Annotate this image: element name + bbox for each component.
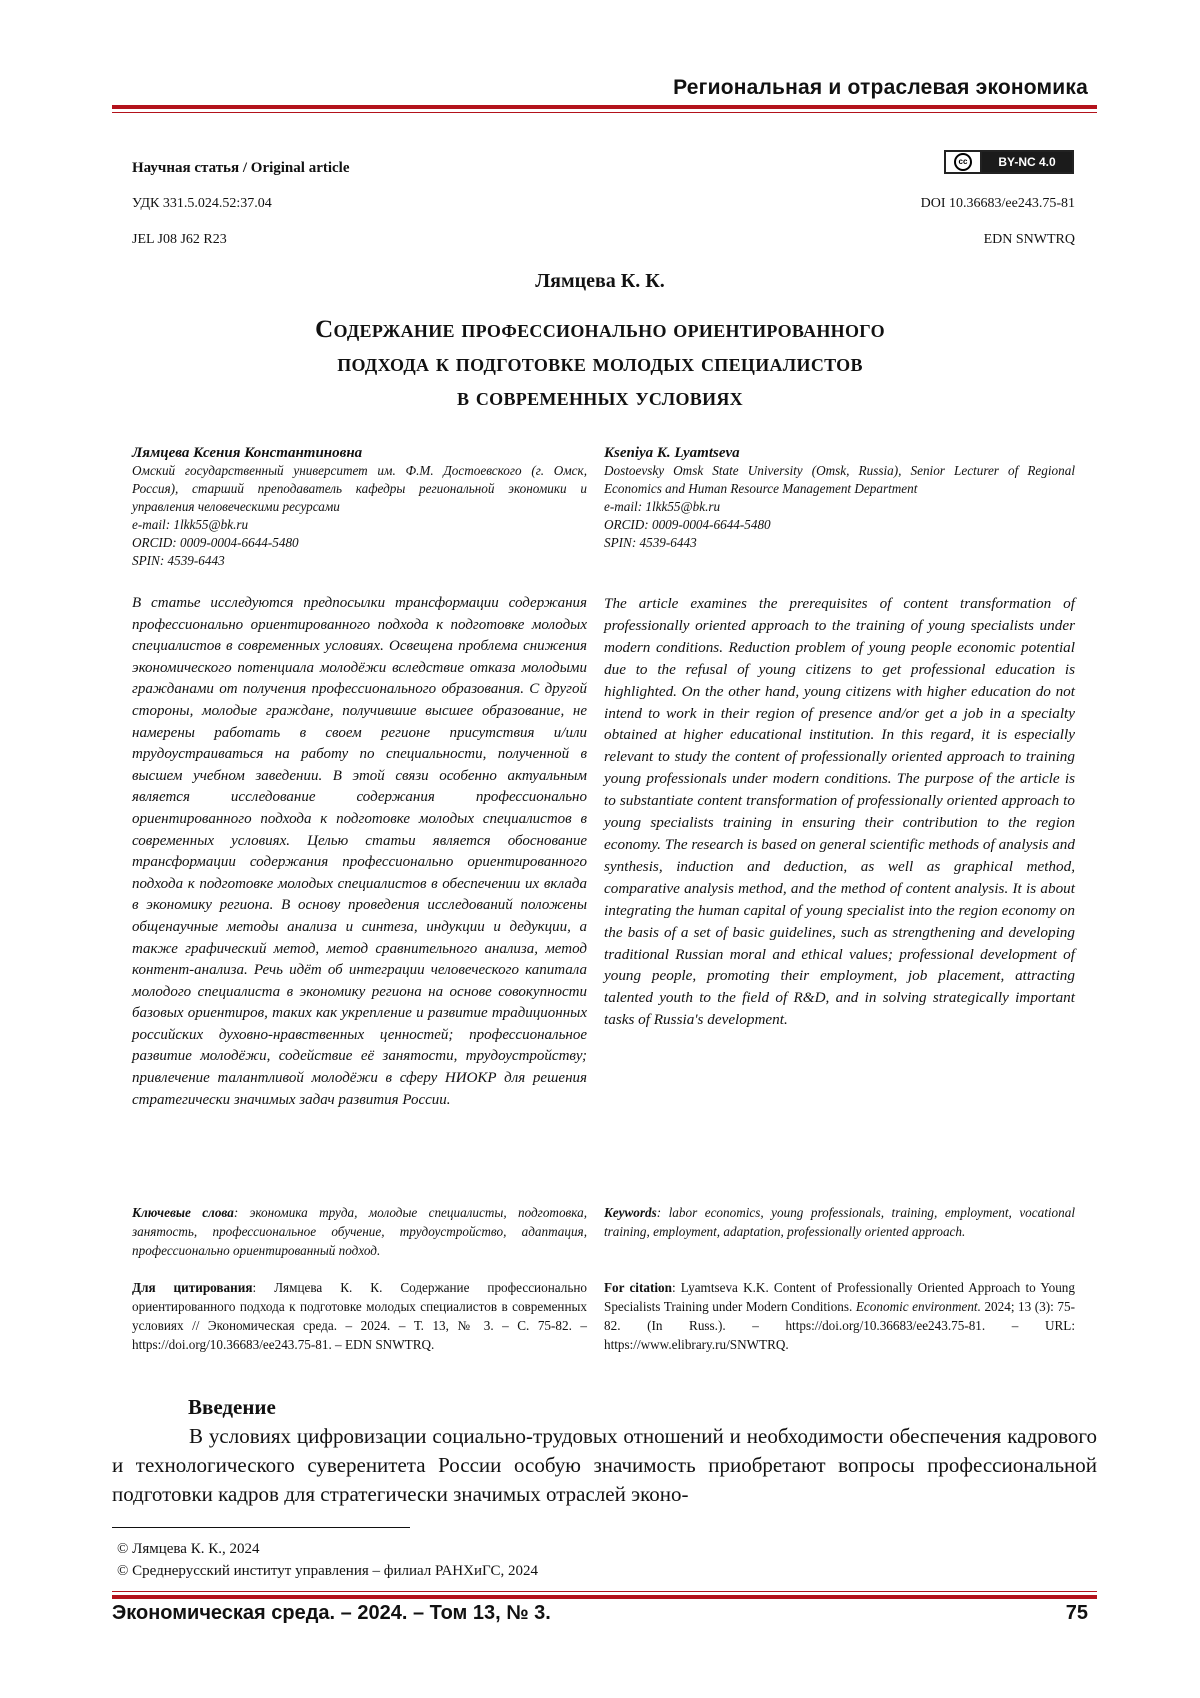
authors-line: Лямцева К. К. [535, 270, 665, 292]
intro-heading: Введение [188, 1395, 276, 1419]
jel-codes: JEL J08 J62 R23 [132, 232, 227, 247]
title-line: в современных условиях [457, 384, 743, 411]
citation-text-ru: : Лямцева К. К. Содержание профессионально ориентированного подхода к подготовке молодых специалистов в современных условиях // Экономическая среда. – 2024. – Т. 13, № 3. – С. 75-82. – https://doi.org/10.36683/ee243.75-81. – EDN SNWTRQ. [132, 1280, 587, 1352]
spin-en: SPIN: 4539-6443 [604, 535, 697, 550]
keywords-label-ru: Ключевые слова [132, 1205, 234, 1220]
author-name-ru: Лямцева Ксения Константиновна [132, 445, 363, 461]
footnote-copyright-author: © Лямцева К. К., 2024 [117, 1541, 260, 1557]
citation-ru [132, 1278, 587, 1354]
keywords-text-ru: : экономика труда, молодые специалисты, подготовка, занятость, профессиональное обучение, трудоустройство, адаптация, профессионально ориентированный подход. [132, 1205, 587, 1258]
keywords-en [604, 1203, 1075, 1241]
license-label: BY-NC 4.0 [998, 155, 1056, 169]
header-rule-thick [112, 105, 1097, 109]
title-line: Содержание профессионально ориентированного [315, 316, 885, 343]
edn: EDN SNWTRQ [983, 232, 1075, 247]
cc-icon: cc [946, 152, 982, 172]
keywords-ru [132, 1203, 587, 1260]
citation-label-en: For citation [604, 1280, 672, 1295]
author-name-en: Kseniya K. Lyamtseva [604, 445, 740, 461]
email-ru[interactable]: e-mail: 1lkk55@bk.ru [132, 517, 249, 532]
abstract-en: The article examines the prerequisites of content transformation of professionally oriented approach to the training of young specialists under modern conditions. Reduction problem of young people economic potential due to the refusal of young citizens to get professional education is highlighted. On the other hand, young citizens with higher education do not intend to work in their region of presence and/or get a job in a specialty obtained at higher educational institution. In this regard, it is especially relevant to study the content of professionally oriented approach to training young professionals under modern conditions. The purpose of the article is to substantiate content transformation of professionally oriented approach to young specialists training in ensuring their contribution to the region economy. The research is based on general scientific methods of analysis and synthesis, induction and deduction, as well as graphical method, comparative analysis method, and the method of content analysis. It is about integrating the human capital of young specialist into the region economy on the basis of a set of basic guidelines, such as strengthening and developing traditional Russian moral and ethical values; professional development of young people, promoting their employment, job placement, attracting talented youth to the field of R&D, and in solving strategically important tasks of Russia's development. [604, 595, 1075, 1029]
doi[interactable]: DOI 10.36683/ee243.75-81 [920, 196, 1075, 211]
author-info-ru [132, 445, 587, 570]
footer-rule-thin [112, 1591, 1097, 1592]
keywords-text-en: : labor economics, young professionals, training, employment, vocational training, employment, adaptation, professionally oriented approach. [604, 1205, 1075, 1239]
footnote-rule [112, 1527, 410, 1528]
footer-rule-thick [112, 1595, 1097, 1599]
orcid-ru: ORCID: 0009-0004-6644-5480 [132, 535, 299, 550]
email-en[interactable]: e-mail: 1lkk55@bk.ru [604, 499, 721, 514]
citation-text-en-1: : Lyamtseva K.K. Content of Professionally Oriented Approach to Young Specialists Training under Modern Conditions. [604, 1280, 1075, 1314]
title-line: подхода к подготовке молодых специалистов [337, 350, 863, 377]
orcid-en: ORCID: 0009-0004-6644-5480 [604, 517, 771, 532]
spin-ru: SPIN: 4539-6443 [132, 553, 225, 568]
intro-paragraph: В условиях цифровизации социально-трудовых отношений и необходимости обеспечения кадрового и технологического суверенитета России особую значимость приобретают вопросы профессиональной подготовки кадров для стратегически значимых отраслей эконо- [112, 1424, 1097, 1506]
running-header: Региональная и отраслевая экономика [673, 76, 1088, 99]
abstract-ru: В статье исследуются предпосылки трансформации содержания профессионально ориентированного подхода к подготовке молодых специалистов в современных условиях. Освещена проблема снижения экономического потенциала молодёжи вследствие отказа молодыми гражданами от получения профессионального образования. С другой стороны, молодые граждане, получившие высшее образование, не намерены работать в своем регионе присутствия и/или трудоустраиваться на работу по специальности, полученной в высшем учебном заведении. В этой связи особенно актуальным является исследование содержания профессионально ориентированного подхода к подготовке молодых специалистов в современных условиях. Целью статьи является обоснование трансформации содержания профессионально ориентированного подхода к подготовке молодых специалистов в обеспечении их вклада в экономику региона. В основу проведения исследований положены общенаучные методы анализа и синтеза, индукции и дедукции, а также графический метод, метод сравнительного анализа, метод контент-анализа. Речь идёт об интеграции человеческого капитала молодого специалиста в экономику региона на основе совокупности базовых ориентиров, таких как укрепление и развитие традиционных российских духовно-нравственных ценностей; профессиональное развитие молодёжи, содействие её занятости, трудоустройству; привлечение талантливой молодёжи в сферу НИОКР для решения стратегически значимых задач развития России. [132, 595, 587, 1108]
article-title [150, 313, 1050, 415]
header-rule-thin [112, 112, 1097, 113]
page-number: 75 [1065, 1602, 1088, 1624]
citation-text-en-2: 2024; 13 (3): 75-82. (In Russ.). – https://doi.org/10.36683/ee243.75-81. – URL: https://www.elibrary.ru/SNWTRQ. [604, 1299, 1075, 1352]
citation-en [604, 1278, 1075, 1354]
affiliation-en: Dostoevsky Omsk State University (Omsk, Russia), Senior Lecturer of Regional Economics and Human Resource Management Department [604, 463, 1075, 496]
citation-label-ru: Для цитирования [132, 1280, 253, 1295]
footnote-copyright-institute: © Среднерусский институт управления – филиал РАНХиГС, 2024 [117, 1563, 538, 1579]
license-badge[interactable] [944, 150, 1074, 174]
footer-journal: Экономическая среда. – 2024. – Том 13, № 3. [112, 1602, 551, 1624]
article-type: Научная статья / Original article [132, 160, 350, 176]
keywords-label-en: Keywords [604, 1205, 657, 1220]
citation-journal-en: Economic environment. [855, 1299, 981, 1314]
affiliation-ru: Омский государственный университет им. Ф.М. Достоевского (г. Омск, Россия), старший преподаватель кафедры региональной экономики и управления человеческими ресурсами [132, 463, 587, 514]
author-info-en [604, 445, 1075, 552]
udk: УДК 331.5.024.52:37.04 [132, 196, 272, 211]
